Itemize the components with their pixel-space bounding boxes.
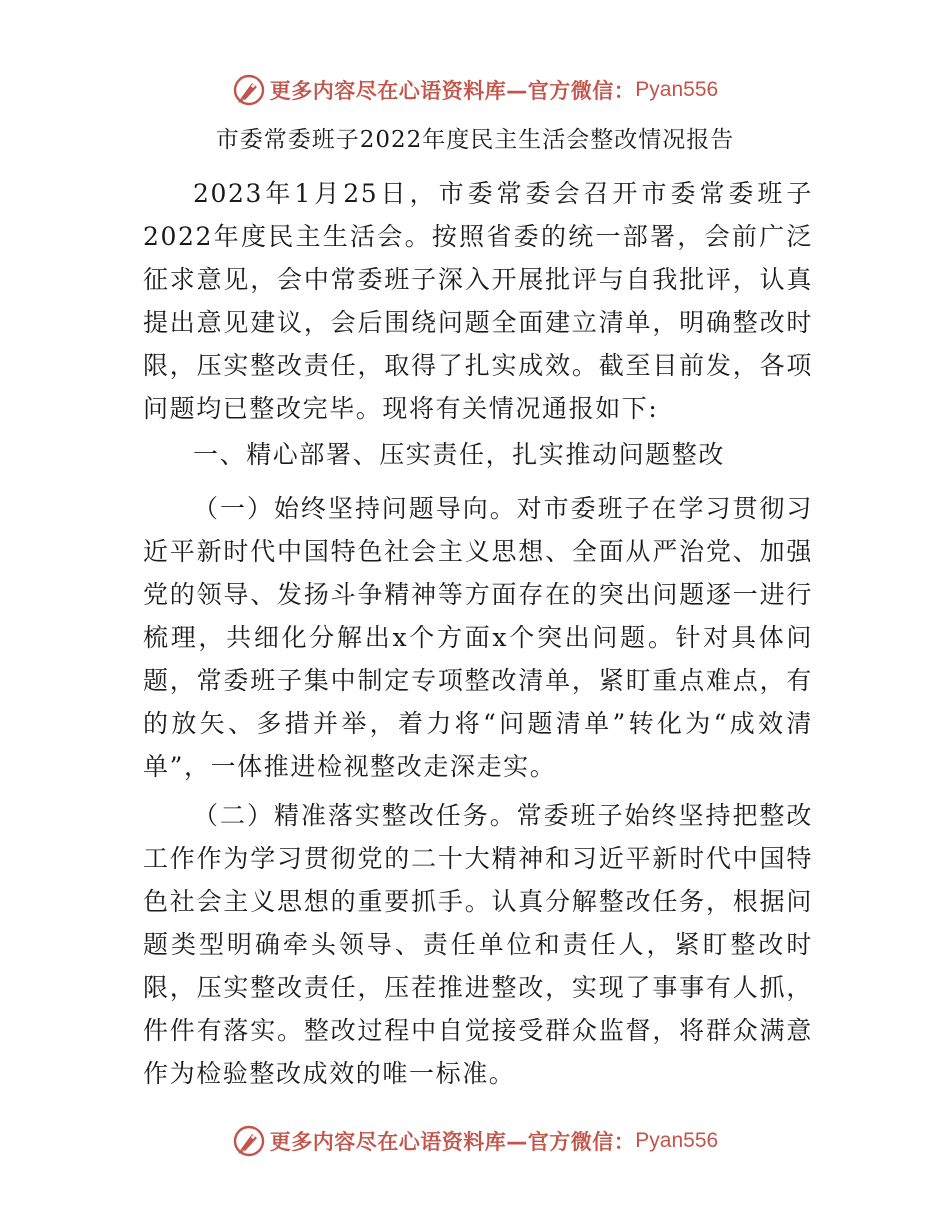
- watermark-text: 更多内容尽在心语资料库—官方微信：: [269, 79, 636, 103]
- watermark-banner-bottom: [0, 1121, 950, 1161]
- paragraph-text: （二）精准落实整改任务。常委班子始终坚持把整改工作作为学习贯彻党的二十大精神和习近平新时代中国特色社会主义思想的重要抓手。认真分解整改任务，根据问题类型明确牵头领导、责任单位和责任人，紧盯整改时限，压实整改责任，压茬推进整改，实现了事事有人抓，件件有落实。整改过程中自觉接受群众监督，将群众满意作为检验整改成效的唯一标准。: [143, 801, 813, 1088]
- paragraph-subsection-2: [143, 794, 813, 1095]
- section-heading-text: 一、精心部署、压实责任，扎实推动问题整改: [193, 440, 726, 469]
- watermark-banner-top: [0, 70, 950, 110]
- pen-nib-logo-icon: [232, 1124, 266, 1158]
- document-title: 市委常委班子2022年度民主生活会整改情况报告: [215, 127, 735, 153]
- paragraph-subsection-1: [143, 487, 813, 788]
- paragraph-intro: [143, 172, 813, 430]
- section-heading-1: [143, 433, 813, 476]
- watermark-contact: Pyan556: [635, 1129, 719, 1152]
- watermark-contact: Pyan556: [635, 78, 719, 101]
- watermark-text: 更多内容尽在心语资料库—官方微信：: [269, 1130, 636, 1154]
- pen-nib-logo-icon: [232, 73, 266, 107]
- paragraph-text: （一）始终坚持问题导向。对市委班子在学习贯彻习近平新时代中国特色社会主义思想、全面从严治党、加强党的领导、发扬斗争精神等方面存在的突出问题逐一进行梳理，共细化分解出x个方面x个突出问题。针对具体问题，常委班子集中制定专项整改清单，紧盯重点难点，有的放矢、多措并举，着力将“问题清单”转化为“成效清单”，一体推进检视整改走深走实。: [143, 494, 813, 781]
- paragraph-text: 2023年1月25日，市委常委会召开市委常委班子2022年度民主生活会。按照省委的统一部署，会前广泛征求意见，会中常委班子深入开展批评与自我批评，认真提出意见建议，会后围绕问题全面建立清单，明确整改时限，压实整改责任，取得了扎实成效。截至目前发，各项问题均已整改完毕。现将有关情况通报如下:: [143, 179, 813, 423]
